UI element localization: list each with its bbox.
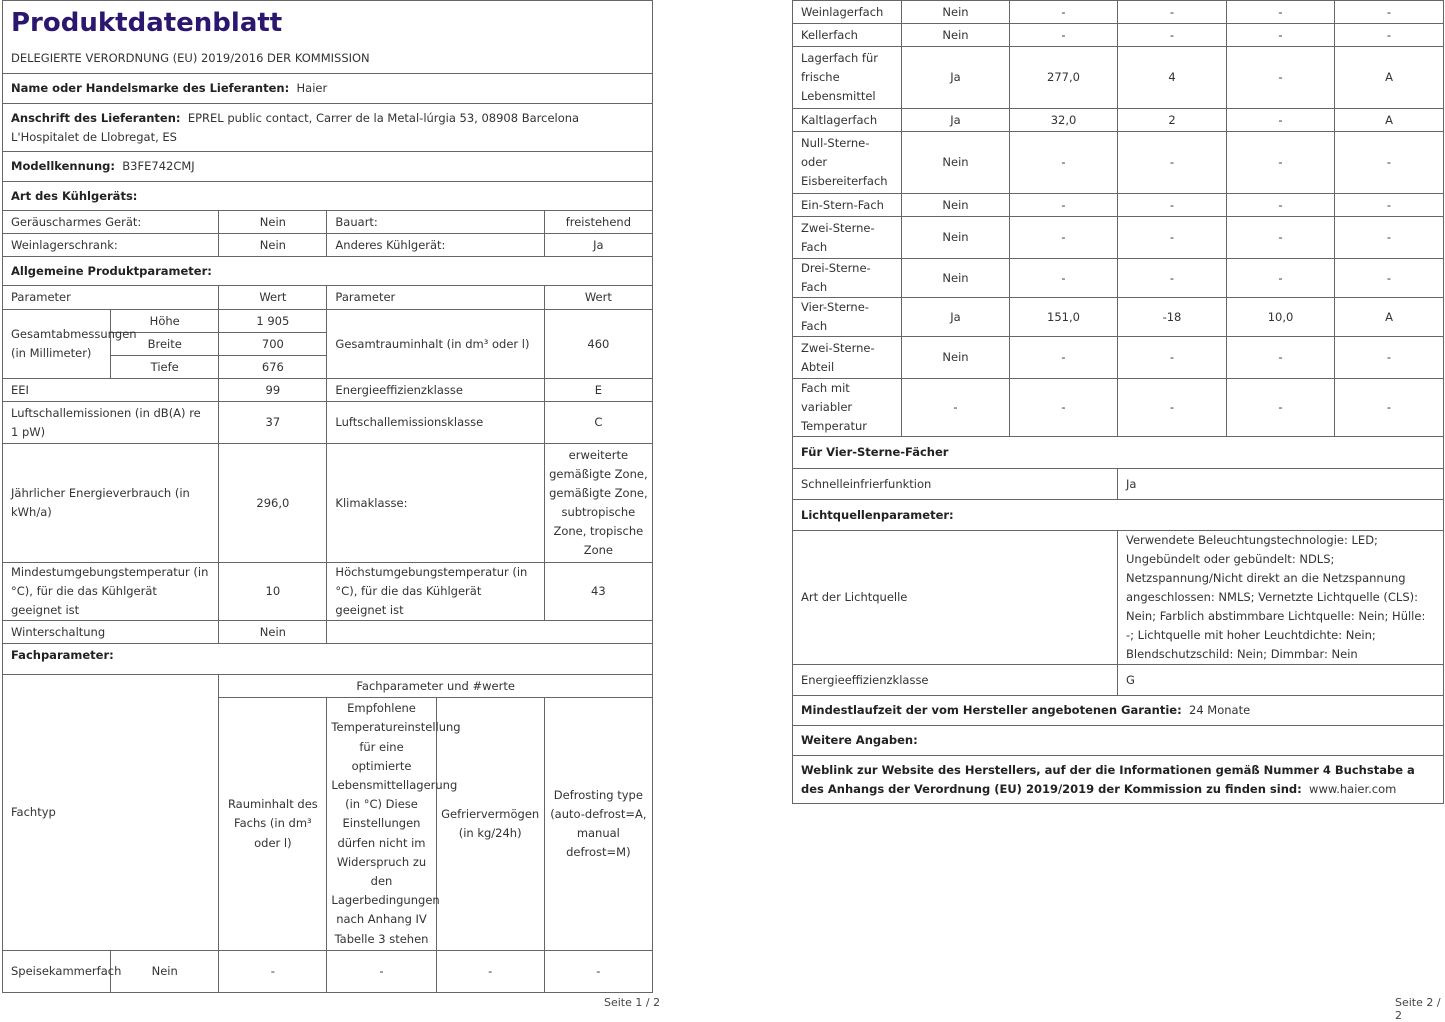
height-label: Höhe (111, 310, 219, 333)
compartment-volume: 277,0 (1010, 47, 1118, 109)
type-row (3, 211, 653, 234)
type-heading: Art des Kühlgeräts: (3, 182, 653, 211)
compartment-defrost: - (1335, 379, 1444, 437)
compartment-temp: - (1118, 337, 1227, 379)
winter-label: Winterschaltung (3, 621, 219, 644)
compartment-volume: - (1010, 194, 1118, 217)
low-noise-value: Nein (219, 211, 327, 234)
compartment-freeze: - (1227, 194, 1335, 217)
compartment-row (793, 132, 1444, 194)
eei-label: EEI (3, 379, 219, 402)
annual-energy-value: 296,0 (219, 444, 327, 563)
compartment-freeze: - (1227, 132, 1335, 194)
compartment-present: Nein (902, 259, 1010, 298)
page-title: Produktdatenblatt (3, 1, 653, 44)
compartment-present: Nein (902, 24, 1010, 47)
climate-class-label: Klimaklasse: (327, 444, 544, 563)
compartment-label: Fach mit variabler Temperatur (793, 379, 902, 437)
compartment-defrost: - (1335, 337, 1444, 379)
col-header-parameter: Parameter (3, 286, 219, 310)
depth-value: 676 (219, 356, 327, 379)
compartment-label: Kaltlagerfach (793, 109, 902, 132)
design-value: freistehend (544, 211, 652, 234)
noise-value: 37 (219, 402, 327, 444)
page-number-2: Seite 2 / 2 (1395, 996, 1441, 1022)
compartment-defrost: - (1335, 194, 1444, 217)
min-ambient-value: 10 (219, 563, 327, 621)
model-row (3, 152, 653, 182)
compartment-freeze: - (1227, 259, 1335, 298)
compartment-volume: 151,0 (1010, 298, 1118, 337)
supplier-value: Haier (296, 81, 328, 95)
compartment-present: Ja (902, 109, 1010, 132)
light-class-value: G (1118, 665, 1444, 696)
pantry-present: Nein (111, 951, 219, 993)
supplier-row (3, 74, 653, 104)
compartment-freeze: - (1227, 337, 1335, 379)
address-label: Anschrift des Lieferanten: (11, 110, 181, 125)
compartment-present: - (902, 379, 1010, 437)
address-row (3, 104, 653, 152)
width-label: Breite (111, 333, 219, 356)
compartment-row: Speisekammerfach Nein - - - - (3, 951, 653, 993)
depth-label: Tiefe (111, 356, 219, 379)
page-1 (2, 0, 653, 993)
compartment-freeze: - (1227, 1, 1335, 24)
compartment-volume: - (1010, 217, 1118, 259)
eei-row (3, 379, 653, 402)
compartment-defrost: - (1335, 217, 1444, 259)
compartment-row (793, 194, 1444, 217)
col-header-value-2: Wert (544, 286, 652, 310)
annual-energy-label: Jährlicher Energieverbrauch (in kWh/a) (3, 444, 219, 563)
compartment-row (793, 24, 1444, 47)
compartment-volume: - (1010, 379, 1118, 437)
compartment-present: Ja (902, 298, 1010, 337)
compartment-temp: - (1118, 1, 1227, 24)
compartment-label: Weinlagerfach (793, 1, 902, 24)
compartment-rows (793, 1, 1444, 437)
light-heading: Lichtquellenparameter: (793, 500, 1444, 531)
compartment-volume: - (1010, 24, 1118, 47)
compartment-defrost: A (1335, 47, 1444, 109)
compartment-temp: - (1118, 217, 1227, 259)
quick-freeze-label: Schnelleinfrierfunktion (793, 469, 1118, 500)
page-2 (792, 0, 1444, 804)
height-value: 1 905 (219, 310, 327, 333)
compartment-row (793, 337, 1444, 379)
weblink-label: Weblink zur Website des Herstellers, auf der die Informationen gemäß Nummer 4 Buchstabe a des Anhangs der Verordnung (EU) 2019/2019 der Kommission zu finden sind: (801, 762, 1415, 796)
compartment-defrost: - (1335, 259, 1444, 298)
compartment-label: Zwei-Sterne-Fach (793, 217, 902, 259)
volume-header: Rauminhalt des Fachs (in dm³ oder l) (219, 698, 327, 951)
page-number-1: Seite 1 / 2 (604, 996, 661, 1009)
model-value: B3FE742CMJ (122, 159, 195, 173)
compartment-temp: - (1118, 24, 1227, 47)
compartment-volume: - (1010, 132, 1118, 194)
compartment-label: Lagerfach für frische Lebensmittel (793, 47, 902, 109)
compartment-temp: - (1118, 194, 1227, 217)
compartment-defrost: - (1335, 132, 1444, 194)
wine-cabinet-label: Weinlagerschrank: (3, 234, 219, 257)
winter-value: Nein (219, 621, 327, 644)
eei-value: 99 (219, 379, 327, 402)
compartment-freeze: - (1227, 24, 1335, 47)
max-ambient-label: Höchstumgebungstemperatur (in °C), für die das Kühlgerät geeignet ist (327, 563, 544, 621)
compartment-present: Ja (902, 47, 1010, 109)
compartment-group-header: Fachparameter und #werte (219, 675, 653, 698)
wine-cabinet-value: Nein (219, 234, 327, 257)
compartment-temp: 4 (1118, 47, 1227, 109)
quick-freeze-row (793, 469, 1444, 500)
compartment-freeze: - (1227, 109, 1335, 132)
type-row (3, 234, 653, 257)
dimensions-label: Gesamtabmessungen (in Millimeter) (3, 310, 111, 379)
further-heading: Weitere Angaben: (793, 726, 1444, 756)
product-datasheet-table (2, 0, 653, 993)
compartment-row (793, 379, 1444, 437)
compartment-present: Nein (902, 194, 1010, 217)
compartment-present: Nein (902, 1, 1010, 24)
compartment-label: Kellerfach (793, 24, 902, 47)
compartment-label: Ein-Stern-Fach (793, 194, 902, 217)
min-ambient-label: Mindestumgebungstemperatur (in °C), für die das Kühlgerät geeignet ist (3, 563, 219, 621)
compartment-type-header: Fachtyp (3, 675, 219, 951)
compartment-defrost: A (1335, 298, 1444, 337)
compartment-freeze: - (1227, 217, 1335, 259)
weblink-row (793, 756, 1444, 804)
light-type-row (793, 531, 1444, 665)
noise-class-label: Luftschallemissionsklasse (327, 402, 544, 444)
max-ambient-value: 43 (544, 563, 652, 621)
compartment-label: Null-Sterne- oder Eisbereiterfach (793, 132, 902, 194)
compartment-present: Nein (902, 337, 1010, 379)
compartment-volume: - (1010, 1, 1118, 24)
warranty-label: Mindestlaufzeit der vom Hersteller angebotenen Garantie: (801, 703, 1182, 717)
dimension-row (3, 310, 653, 333)
other-appliance-value: Ja (544, 234, 652, 257)
energy-class-label: Energieeffizienzklasse (327, 379, 544, 402)
compartment-heading: Fachparameter: (3, 644, 653, 667)
compartment-temp: 2 (1118, 109, 1227, 132)
compartment-defrost: A (1335, 109, 1444, 132)
quick-freeze-value: Ja (1118, 469, 1444, 500)
total-volume-label: Gesamtrauminhalt (in dm³ oder l) (327, 310, 544, 379)
low-noise-label: Geräuscharmes Gerät: (3, 211, 219, 234)
compartment-label: Vier-Sterne-Fach (793, 298, 902, 337)
compartment-label: Zwei-Sterne-Abteil (793, 337, 902, 379)
compartment-volume: - (1010, 337, 1118, 379)
energy-row (3, 444, 653, 563)
compartment-freeze: - (1227, 379, 1335, 437)
light-class-label: Energieeffizienzklasse (793, 665, 1118, 696)
ambient-temp-row (3, 563, 653, 621)
supplier-label: Name oder Handelsmarke des Lieferanten: (11, 81, 290, 95)
compartment-present: Nein (902, 132, 1010, 194)
compartment-row (793, 1, 1444, 24)
compartment-freeze: - (1227, 47, 1335, 109)
light-class-row (793, 665, 1444, 696)
compartment-volume: - (1010, 259, 1118, 298)
warranty-value: 24 Monate (1189, 703, 1251, 717)
compartment-row (793, 259, 1444, 298)
address-value: EPREL public contact, Carrer de la Metal-lúrgia 53, 08908 Barcelona L'Hospitalet de Llobregat, ES (11, 110, 580, 144)
compartment-and-light-table (792, 0, 1444, 804)
compartment-defrost: - (1335, 24, 1444, 47)
general-header-row (3, 286, 653, 310)
weblink-value[interactable]: www.haier.com (1309, 781, 1397, 796)
pantry-label: Speisekammerfach (3, 951, 111, 993)
regulation-title: DELEGIERTE VERORDNUNG (EU) 2019/2016 DER KOMMISSION (3, 44, 653, 74)
compartment-freeze: 10,0 (1227, 298, 1335, 337)
compartment-label: Drei-Sterne-Fach (793, 259, 902, 298)
noise-label: Luftschallemissionen (in dB(A) re 1 pW) (3, 402, 219, 444)
temp-header: Empfohlene Temperatureinstellung für eine optimierte Lebensmittellagerung (in °C) Diese Einstellungen dürfen nicht im Widerspruch zu den Lagerbedingungen nach Anhang IV Tabelle 3 stehen (327, 698, 436, 951)
model-label: Modellkennung: (11, 159, 115, 173)
compartment-row (793, 217, 1444, 259)
total-volume-value: 460 (544, 310, 652, 379)
climate-class-value: erweiterte gemäßigte Zone, gemäßigte Zone, subtropische Zone, tropische Zone (544, 444, 652, 563)
compartment-present: Nein (902, 217, 1010, 259)
four-star-heading: Für Vier-Sterne-Fächer (793, 437, 1444, 469)
width-value: 700 (219, 333, 327, 356)
light-type-label: Art der Lichtquelle (793, 531, 1118, 665)
compartment-temp: - (1118, 259, 1227, 298)
col-header-value: Wert (219, 286, 327, 310)
compartment-row (793, 298, 1444, 337)
design-label: Bauart: (327, 211, 544, 234)
energy-class-value: E (544, 379, 652, 402)
compartment-volume: 32,0 (1010, 109, 1118, 132)
compartment-temp: -18 (1118, 298, 1227, 337)
noise-class-value: C (544, 402, 652, 444)
col-header-parameter-2: Parameter (327, 286, 544, 310)
warranty-row (793, 696, 1444, 726)
other-appliance-label: Anderes Kühlgerät: (327, 234, 544, 257)
winter-row (3, 621, 653, 644)
compartment-row (793, 109, 1444, 132)
compartment-temp: - (1118, 132, 1227, 194)
light-type-value: Verwendete Beleuchtungstechnologie: LED; Ungebündelt oder gebündelt: NDLS; Netzspannung/Nicht direkt an die Netzspannung angeschlossen: NMLS; Vernetzte Lichtquelle (CLS): Nein; Farblich abstimmbare Lichtquelle: Nein; Hülle: -; Lichtquelle mit hoher Leuchtdichte: Nein; Blendschutzschild: Nein; Dimmbar: Nein (1118, 531, 1444, 665)
noise-row (3, 402, 653, 444)
compartment-row (793, 47, 1444, 109)
compartment-temp: - (1118, 379, 1227, 437)
defrost-header: Defrosting type (auto-defrost=A, manual defrost=M) (544, 698, 652, 951)
general-heading: Allgemeine Produktparameter: (3, 257, 653, 286)
compartment-defrost: - (1335, 1, 1444, 24)
freeze-header: Gefriervermögen (in kg/24h) (436, 698, 544, 951)
